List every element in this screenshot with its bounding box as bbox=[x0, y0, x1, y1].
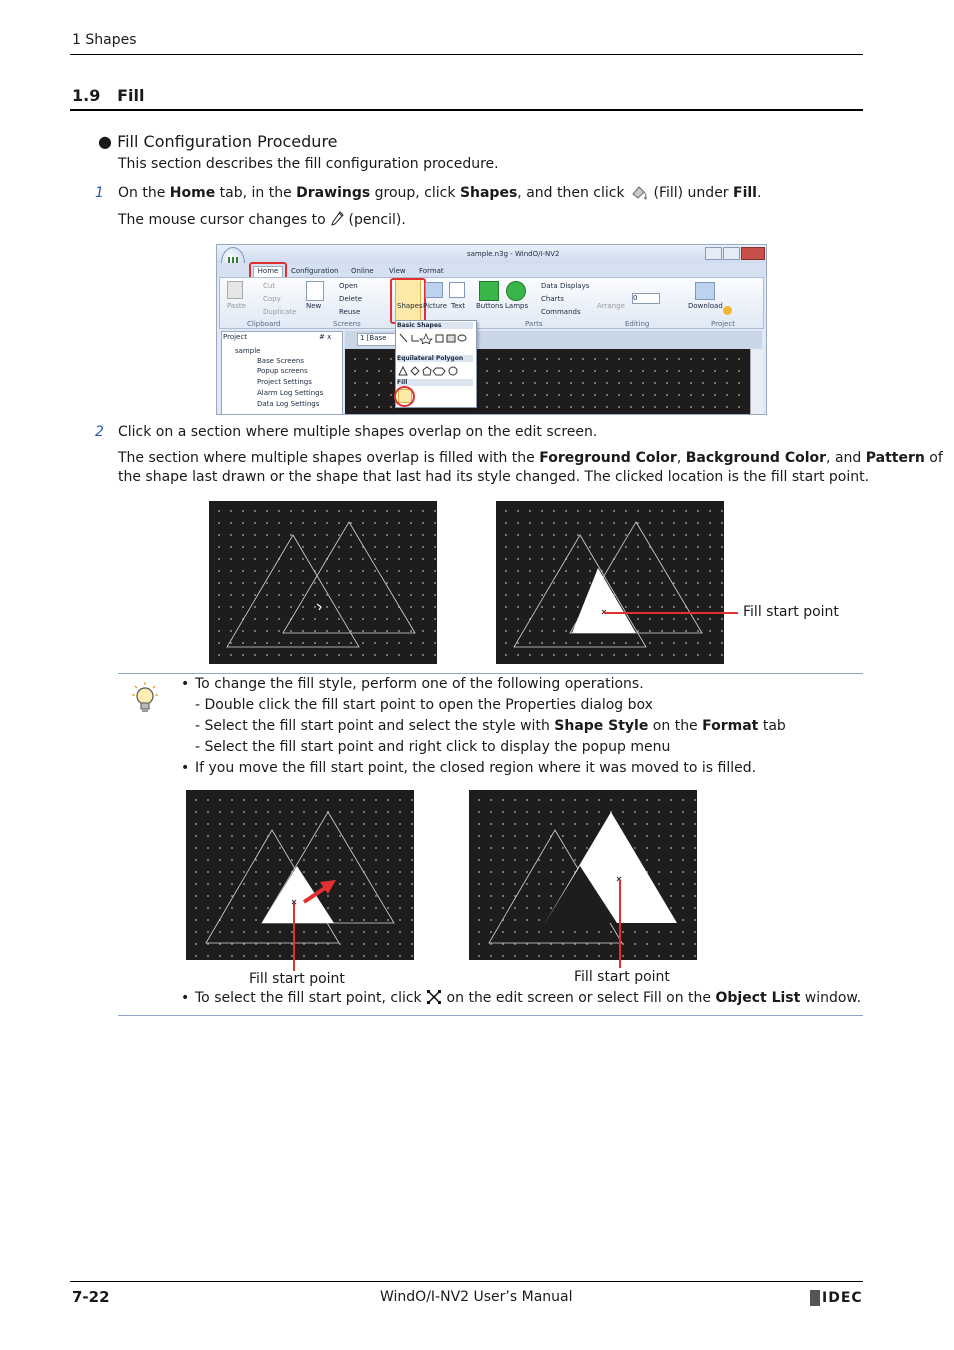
project-group-label: Project bbox=[711, 320, 735, 328]
commands-button[interactable]: Commands bbox=[541, 308, 581, 316]
tab-format[interactable]: Format bbox=[419, 267, 444, 275]
picture-button[interactable]: Picture bbox=[423, 302, 448, 310]
overlap-after-figure bbox=[496, 501, 724, 664]
shapes-label: Shapes bbox=[397, 302, 423, 310]
hint-sub-1: - Double click the fill start point to open the Properties dialog box bbox=[195, 697, 653, 713]
hint-sub-2: - Select the fill start point and select the style with Shape Style on the Format tab bbox=[195, 718, 786, 734]
hint-top-rule bbox=[118, 673, 863, 674]
new-screen-icon bbox=[306, 281, 324, 301]
section-rule bbox=[70, 109, 863, 111]
clipboard-group-label: Clipboard bbox=[247, 320, 281, 328]
step-number-1: 1 bbox=[95, 185, 104, 201]
manual-title: WindO/I-NV2 User’s Manual bbox=[380, 1289, 573, 1305]
hint-item-2: If you move the fill start point, the closed region where it was moved to is filled. bbox=[195, 760, 757, 776]
polygon-icons bbox=[398, 365, 468, 377]
editing-group-label: Editing bbox=[625, 320, 650, 328]
cut-button[interactable]: Cut bbox=[263, 282, 276, 290]
parts-group-label: Parts bbox=[525, 320, 543, 328]
procedure-intro: This section describes the fill configuration procedure. bbox=[118, 156, 499, 172]
copy-button[interactable]: Copy bbox=[263, 295, 281, 303]
step-number-2: 2 bbox=[95, 424, 104, 440]
hint-bullet-1: • bbox=[181, 676, 190, 692]
project-pane-title: Project bbox=[223, 333, 247, 341]
tab-view[interactable]: View bbox=[389, 267, 406, 275]
dropdown-fill: Fill bbox=[397, 379, 473, 386]
hint-bullet-2: • bbox=[181, 760, 190, 776]
hint-bullet-3: • bbox=[181, 990, 190, 1006]
footer-rule bbox=[70, 1281, 863, 1282]
running-header: 1 Shapes bbox=[72, 32, 137, 48]
paste-icon bbox=[227, 281, 243, 299]
section-number: 1.9 bbox=[72, 86, 101, 105]
buttons-icon bbox=[479, 281, 499, 301]
paste-button[interactable]: Paste bbox=[227, 302, 246, 310]
step-2-desc-line1: The section where multiple shapes overlap is filled with the Foreground Color, Background Color, and Pattern of bbox=[118, 450, 943, 466]
shapes-highlight bbox=[390, 278, 426, 324]
hint-item-3: To select the fill start point, click on the edit screen or select Fill on the Object List window. bbox=[195, 990, 862, 1006]
charts-button[interactable]: Charts bbox=[541, 295, 564, 303]
new-button[interactable]: New bbox=[306, 302, 322, 310]
step-1-text: On the Home tab, in the Drawings group, click Shapes, and then click (Fill) under Fill. bbox=[118, 185, 762, 201]
tab-online[interactable]: Online bbox=[351, 267, 374, 275]
screens-group-label: Screens bbox=[333, 320, 361, 328]
fill-start-point-right: Fill start point bbox=[574, 969, 670, 985]
window-controls bbox=[705, 247, 765, 260]
download-icon bbox=[695, 282, 715, 300]
idec-logo: IDEC bbox=[810, 1290, 863, 1306]
text-button[interactable]: Text bbox=[451, 302, 466, 310]
bullet-icon: ● bbox=[98, 132, 112, 151]
step-2-text: Click on a section where multiple shapes overlap on the edit screen. bbox=[118, 424, 598, 440]
step-2-desc-line2: the shape last drawn or the shape that last had its style changed. The clicked location is the fill start point. bbox=[118, 469, 870, 485]
edit-screen-tab[interactable]: 1 [Base bbox=[357, 333, 405, 346]
editing-value-input[interactable]: 0 bbox=[632, 293, 660, 304]
section-name: Fill bbox=[117, 86, 145, 105]
callout-line-2 bbox=[293, 903, 295, 971]
duplicate-button[interactable]: Duplicate bbox=[263, 308, 297, 316]
callout-line-3 bbox=[619, 880, 621, 968]
tree-item-sample[interactable]: sample bbox=[235, 347, 261, 355]
move-before-figure bbox=[186, 790, 414, 960]
tree-item-popup-screens[interactable]: Popup screens bbox=[257, 367, 308, 375]
lightbulb-icon bbox=[130, 681, 160, 713]
tab-home[interactable]: Home bbox=[253, 266, 283, 278]
project-pane-pin[interactable]: # x bbox=[319, 333, 332, 341]
delete-button[interactable]: Delete bbox=[339, 295, 362, 303]
fill-start-point-callout: Fill start point bbox=[743, 604, 839, 620]
buttons-button[interactable]: Buttons bbox=[476, 302, 504, 310]
hint-item-1: To change the fill style, perform one of the following operations. bbox=[195, 676, 644, 692]
header-rule bbox=[70, 54, 863, 55]
hint-bottom-rule bbox=[118, 1015, 863, 1016]
tree-item-project-settings[interactable]: Project Settings bbox=[257, 378, 312, 386]
maximize-button[interactable] bbox=[723, 247, 740, 260]
text-icon bbox=[449, 282, 465, 298]
arrange-button[interactable]: Arrange bbox=[597, 302, 625, 310]
lamps-button[interactable]: Lamps bbox=[505, 302, 529, 310]
tab-configuration[interactable]: Configuration bbox=[291, 267, 339, 275]
pencil-icon bbox=[330, 211, 344, 227]
section-title bbox=[72, 86, 144, 105]
callout-line-1 bbox=[604, 612, 738, 614]
minimize-button[interactable] bbox=[705, 247, 722, 260]
download-button[interactable]: Download bbox=[688, 302, 723, 310]
close-button[interactable] bbox=[741, 247, 765, 260]
fill-tool-icon bbox=[629, 184, 649, 200]
fill-start-point-icon bbox=[426, 990, 442, 1004]
open-button[interactable]: Open bbox=[339, 282, 358, 290]
dropdown-basic-shapes: Basic Shapes bbox=[397, 322, 473, 329]
fill-highlight bbox=[394, 386, 415, 407]
reuse-button[interactable]: Reuse bbox=[339, 308, 361, 316]
info-icon bbox=[723, 306, 732, 315]
lamps-icon bbox=[506, 281, 526, 301]
procedure-heading-text: Fill Configuration Procedure bbox=[117, 132, 338, 151]
procedure-heading bbox=[98, 132, 338, 151]
fill-start-point-left: Fill start point bbox=[249, 971, 345, 987]
data-displays-button[interactable]: Data Displays bbox=[541, 282, 590, 290]
tree-item-alarm-log[interactable]: Alarm Log Settings bbox=[257, 389, 324, 397]
vertical-scrollbar[interactable] bbox=[750, 349, 763, 414]
tree-item-base-screens[interactable]: Base Screens bbox=[257, 357, 304, 365]
dropdown-equilateral: Equilateral Polygon bbox=[397, 355, 473, 362]
page-number: 7-22 bbox=[72, 1288, 110, 1306]
software-screenshot bbox=[216, 244, 767, 415]
picture-icon bbox=[425, 282, 443, 298]
overlap-before-figure bbox=[209, 501, 437, 664]
hint-sub-3: - Select the fill start point and right click to display the popup menu bbox=[195, 739, 671, 755]
basic-shape-icons bbox=[398, 332, 468, 344]
move-after-figure bbox=[469, 790, 697, 960]
tree-item-data-log[interactable]: Data Log Settings bbox=[257, 400, 320, 408]
window-title: sample.n3g - WindO/I-NV2 bbox=[467, 250, 560, 258]
cursor-note: The mouse cursor changes to (pencil). bbox=[118, 212, 406, 228]
